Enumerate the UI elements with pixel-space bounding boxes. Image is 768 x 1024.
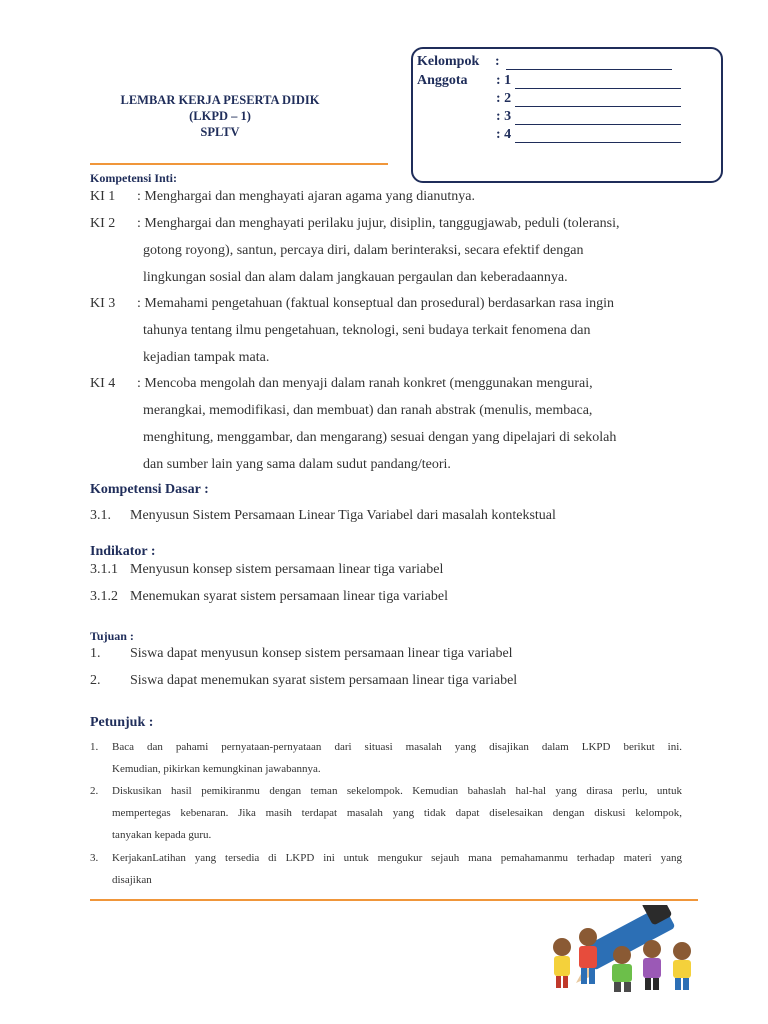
indikator-item-2 (90, 589, 710, 605)
ki-text: : Menghargai dan menghayati perilaku jujur, disiplin, tanggugjawab, peduli (toleransi, (137, 216, 620, 231)
petunjuk-line: mempertegas kebenaran. Jika masih terdapat masalah yang tidak dapat diselesaikan dengan diskusi kelompok, (112, 807, 682, 819)
title-line-1: LEMBAR KERJA PESERTA DIDIK (120, 93, 320, 107)
petunjuk-heading: Petunjuk : (90, 715, 154, 730)
child-figure-1 (553, 938, 571, 988)
indikator-text: Menyusun konsep sistem persamaan linear tiga variabel (130, 562, 444, 577)
ki-code: KI 1 (90, 189, 116, 204)
tujuan-item-2 (90, 673, 710, 689)
tujuan-number: 1. (90, 646, 101, 661)
footer-divider (90, 899, 698, 901)
kompetensi-inti-heading: Kompetensi Inti: (90, 171, 177, 185)
header-divider (90, 163, 388, 165)
member-number: 1 (504, 73, 512, 88)
ki-4 (0, 370, 768, 478)
tujuan-item-1 (90, 646, 710, 662)
petunjuk-number: 1. (90, 741, 99, 753)
ki-1 (0, 183, 768, 210)
petunjuk-line: Kemudian, pikirkan kemungkinan jawabannya. (112, 763, 321, 775)
kelompok-row: Kelompok : (417, 54, 479, 70)
member-blank-line[interactable] (515, 111, 681, 125)
petunjuk-line: disajikan (112, 874, 152, 886)
ki-code: KI 2 (90, 216, 116, 231)
petunjuk-item-1 (90, 736, 690, 780)
petunjuk-item-2 (90, 780, 690, 846)
ki-text: : Mencoba mengolah dan menyaji dalam ranah konkret (menggunakan mengurai, (137, 376, 593, 391)
title-line-2: (LKPD – 1) (189, 109, 251, 123)
petunjuk-line: KerjakanLatihan yang tersedia di LKPD ini untuk mengukur sejauh mana pemahamanmu terhadap materi yang (112, 852, 682, 864)
kelompok-blank-line[interactable] (506, 56, 672, 70)
kd-number: 3.1. (90, 508, 111, 523)
indikator-item-1 (90, 562, 710, 578)
child-figure-4 (643, 940, 661, 990)
indikator-text: Menemukan syarat sistem persamaan linear tiga variabel (130, 589, 448, 604)
worksheet-title (90, 92, 350, 140)
kd-item (90, 508, 710, 524)
child-figure-5 (673, 942, 691, 990)
indikator-heading: Indikator : (90, 544, 156, 559)
petunjuk-number: 3. (90, 852, 99, 864)
ki-text: lingkungan sosial dan alam dalam jangkauan pergaulan dan keberadaannya. (143, 270, 568, 285)
tujuan-heading: Tujuan : (90, 629, 134, 643)
ki-text: menghitung, menggambar, dan mengarang) sesuai dengan yang dipelajari di sekolah (143, 430, 617, 445)
member-row-4: : 4 (496, 127, 681, 143)
child-figure-3 (612, 946, 632, 992)
ki-text: tahunya tentang ilmu pengetahuan, teknologi, seni budaya terkait fenomena dan (143, 323, 591, 338)
indikator-number: 3.1.2 (90, 589, 118, 604)
member-blank-line[interactable] (515, 93, 681, 107)
member-number: 3 (504, 109, 512, 124)
petunjuk-line: Diskusikan hasil pemikiranmu dengan teman sekelompok. Kemudian bahaslah hal-hal yang dirasa perlu, untuk (112, 785, 682, 797)
tujuan-number: 2. (90, 673, 101, 688)
petunjuk-number: 2. (90, 785, 99, 797)
member-row-1: : 1 (496, 73, 681, 89)
member-number: 2 (504, 91, 512, 106)
ki-code: KI 3 (90, 296, 116, 311)
member-number: 4 (504, 127, 512, 142)
ki-2 (0, 210, 768, 291)
petunjuk-item-3 (90, 847, 690, 891)
indikator-number: 3.1.1 (90, 562, 118, 577)
member-row-3: : 3 (496, 109, 681, 125)
ki-text: kejadian tampak mata. (143, 350, 270, 365)
kompetensi-dasar-heading: Kompetensi Dasar : (90, 482, 209, 497)
ki-code: KI 4 (90, 376, 116, 391)
ki-text: : Menghargai dan menghayati ajaran agama yang dianutnya. (137, 189, 475, 204)
ki-text: merangkai, memodifikasi, dan membuat) dan ranah abstrak (menulis, membaca, (143, 403, 593, 418)
ki-text: dan sumber lain yang sama dalam sudut pandang/teori. (143, 457, 451, 472)
petunjuk-line: Baca dan pahami pernyataan-pernyataan dari situasi masalah yang disajikan dalam LKPD berikut ini. (112, 741, 682, 753)
member-blank-line[interactable] (515, 129, 681, 143)
anggota-label: Anggota (417, 73, 468, 88)
tujuan-text: Siswa dapat menyusun konsep sistem persamaan linear tiga variabel (130, 646, 513, 661)
kd-text: Menyusun Sistem Persamaan Linear Tiga Variabel dari masalah kontekstual (130, 508, 556, 523)
petunjuk-line: tanyakan kepada guru. (112, 829, 212, 841)
kids-with-pencil-illustration (548, 905, 698, 995)
member-blank-line[interactable] (515, 75, 681, 89)
tujuan-text: Siswa dapat menemukan syarat sistem persamaan linear tiga variabel (130, 673, 518, 688)
anggota-row (417, 73, 468, 89)
kelompok-label: Kelompok (417, 54, 480, 69)
title-line-3: SPLTV (200, 125, 240, 139)
ki-text: gotong royong), santun, percaya diri, dalam berinteraksi, secara efektif dengan (143, 243, 584, 258)
ki-text: : Memahami pengetahuan (faktual konseptual dan prosedural) berdasarkan rasa ingin (137, 296, 614, 311)
member-row-2: : 2 (496, 91, 681, 107)
ki-3 (0, 290, 768, 371)
